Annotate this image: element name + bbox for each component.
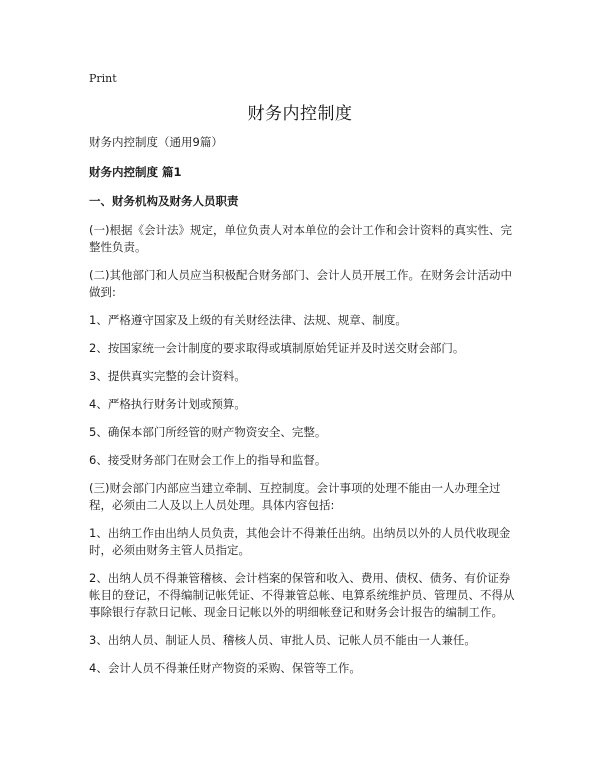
list-item: 4、会计人员不得兼任财产物资的采购、保管等工作。 xyxy=(89,661,361,675)
paragraph: (二)其他部门和人员应当积极配合财务部门、会计人员开展工作。在财务会计活动中做到: xyxy=(89,268,512,299)
document-body xyxy=(89,134,519,688)
print-label: Print xyxy=(89,72,117,85)
list-item: 2、出纳人员不得兼管稽核、会计档案的保管和收入、费用、债权、债务、有价证券帐目的登记，不得编制记帐凭证、不得兼管总帐、电算系统维护员、管理员、不得从事除银行存款日记帐、现金日记帐以外的明细帐登记和财务会计报告的编制工作。 xyxy=(89,571,515,619)
document-subtitle: 财务内控制度（通用9篇） xyxy=(89,135,223,149)
list-item: 4、严格执行财务计划或预算。 xyxy=(89,397,246,411)
list-item: 3、提供真实完整的会计资料。 xyxy=(89,369,246,383)
list-item: 2、按国家统一会计制度的要求取得或填制原始凭证并及时送交财会部门。 xyxy=(89,341,465,355)
list-item: 1、严格遵守国家及上级的有关财经法律、法规、规章、制度。 xyxy=(89,313,407,327)
list-item: 5、确保本部门所经管的财产物资安全、完整。 xyxy=(89,425,327,439)
section-heading: 一、财务机构及财务人员职责 xyxy=(89,194,239,208)
list-item: 1、出纳工作由出纳人员负责，其他会计不得兼任出纳。出纳员以外的人员代收现金时，必须由财务主管人员指定。 xyxy=(89,526,511,557)
document-title: 财务内控制度 xyxy=(247,104,353,124)
paragraph: (一)根据《会计法》规定，单位负责人对本单位的会计工作和会计资料的真实性、完整性负责。 xyxy=(89,223,512,254)
paragraph: (三)财会部门内部应当建立牵制、互控制度。会计事项的处理不能由一人办理全过程，必须由二人及以上人员处理。具体内容包括: xyxy=(89,481,501,512)
list-item: 3、出纳人员、制证人员、稽核人员、审批人员、记帐人员不能由一人兼任。 xyxy=(89,633,476,647)
section-title: 财务内控制度 篇1 xyxy=(89,165,182,179)
list-item: 6、接受财务部门在财会工作上的指导和监督。 xyxy=(89,453,327,467)
